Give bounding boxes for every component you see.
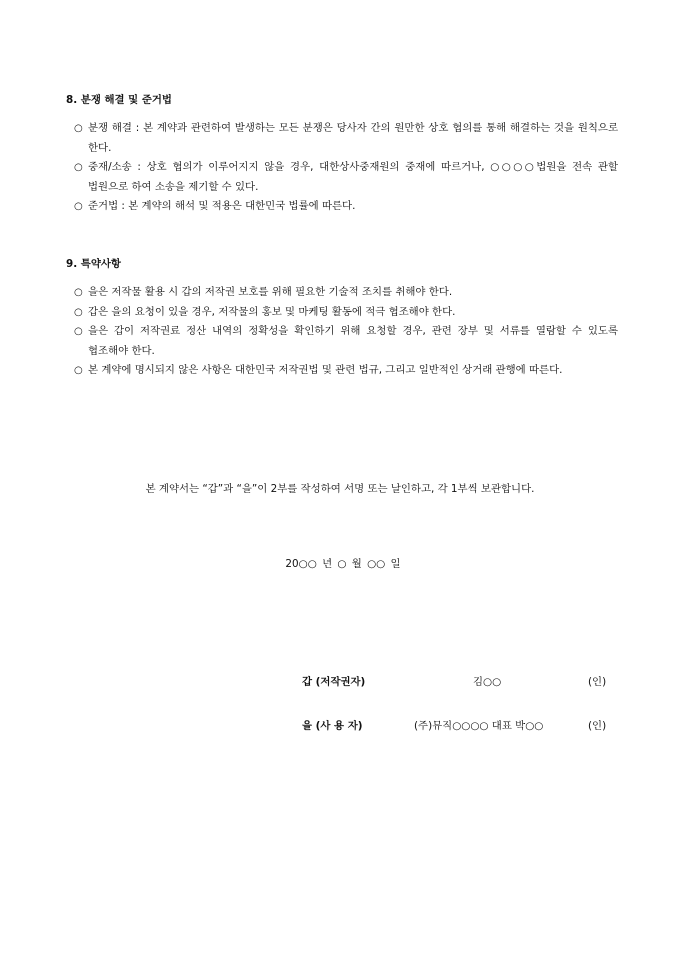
- section-8-list: [74, 119, 618, 217]
- list-item: [74, 303, 618, 323]
- contract-date: 20○○ 년 ○ 월 ○○ 일: [285, 558, 401, 570]
- list-item: [74, 361, 618, 381]
- signature-row-party-a: [0, 673, 680, 691]
- party-b-name: (주)뮤직○○○○ 대표 박○○: [414, 720, 544, 732]
- list-item: [74, 322, 618, 361]
- section-8-title: 8. 분쟁 해결 및 준거법: [66, 94, 172, 106]
- circle-bullet-icon: ○: [74, 306, 83, 318]
- list-item-text: 본 계약에 명시되지 않은 사항은 대한민국 저작권법 및 관련 법규, 그리고 일반적인 상거래 관행에 따른다.: [88, 364, 563, 376]
- list-item-text: 을은 갑이 저작권료 정산 내역의 정확성을 확인하기 위해 요청할 경우, 관련 장부 및 서류를 열람할 수 있도록 협조해야 한다.: [88, 325, 618, 357]
- party-a-label: 갑 (저작권자): [302, 676, 366, 688]
- section-9-list: [74, 283, 618, 381]
- circle-bullet-icon: ○: [74, 201, 83, 212]
- list-item-text: 을은 저작물 활용 시 갑의 저작권 보호를 위해 필요한 기술적 조치를 취해야 한다.: [88, 286, 453, 298]
- section-9-title: 9. 특약사항: [66, 258, 121, 270]
- list-item: [74, 197, 618, 217]
- list-item: [74, 158, 618, 197]
- closing-statement-text: 본 계약서는 “갑”과 “을”이 2부를 작성하여 서명 또는 날인하고, 각 1부씩 보관합니다.: [145, 483, 535, 495]
- signature-row-party-b: [0, 717, 680, 735]
- circle-bullet-icon: ○: [74, 123, 83, 134]
- list-item: [74, 119, 618, 158]
- list-item-text: 분쟁 해결 : 본 계약과 관련하여 발생하는 모든 분쟁은 당사자 간의 원만한 상호 협의를 통해 해결하는 것을 원칙으로 한다.: [88, 122, 618, 154]
- closing-statement: [0, 481, 680, 497]
- circle-bullet-icon: ○: [74, 162, 83, 173]
- party-a-seal: (인): [588, 676, 607, 688]
- party-a-name: 김○○: [473, 676, 502, 688]
- party-b-seal: (인): [588, 720, 607, 732]
- party-b-label: 을 (사 용 자): [302, 720, 363, 732]
- list-item-text: 갑은 을의 요청이 있을 경우, 저작물의 홍보 및 마케팅 활동에 적극 협조해야 한다.: [88, 305, 456, 318]
- list-item: [74, 283, 618, 303]
- circle-bullet-icon: ○: [74, 365, 83, 376]
- circle-bullet-icon: ○: [74, 287, 83, 298]
- list-item-text: 준거법 : 본 계약의 해석 및 적용은 대한민국 법률에 따른다.: [88, 200, 356, 212]
- list-item-text: 중재/소송 : 상호 협의가 이루어지지 않을 경우, 대한상사중재원의 중재에 따르거나, ○○○○법원을 전속 관할 법원으로 하여 소송을 제기할 수 있다.: [88, 161, 618, 193]
- circle-bullet-icon: ○: [74, 326, 83, 337]
